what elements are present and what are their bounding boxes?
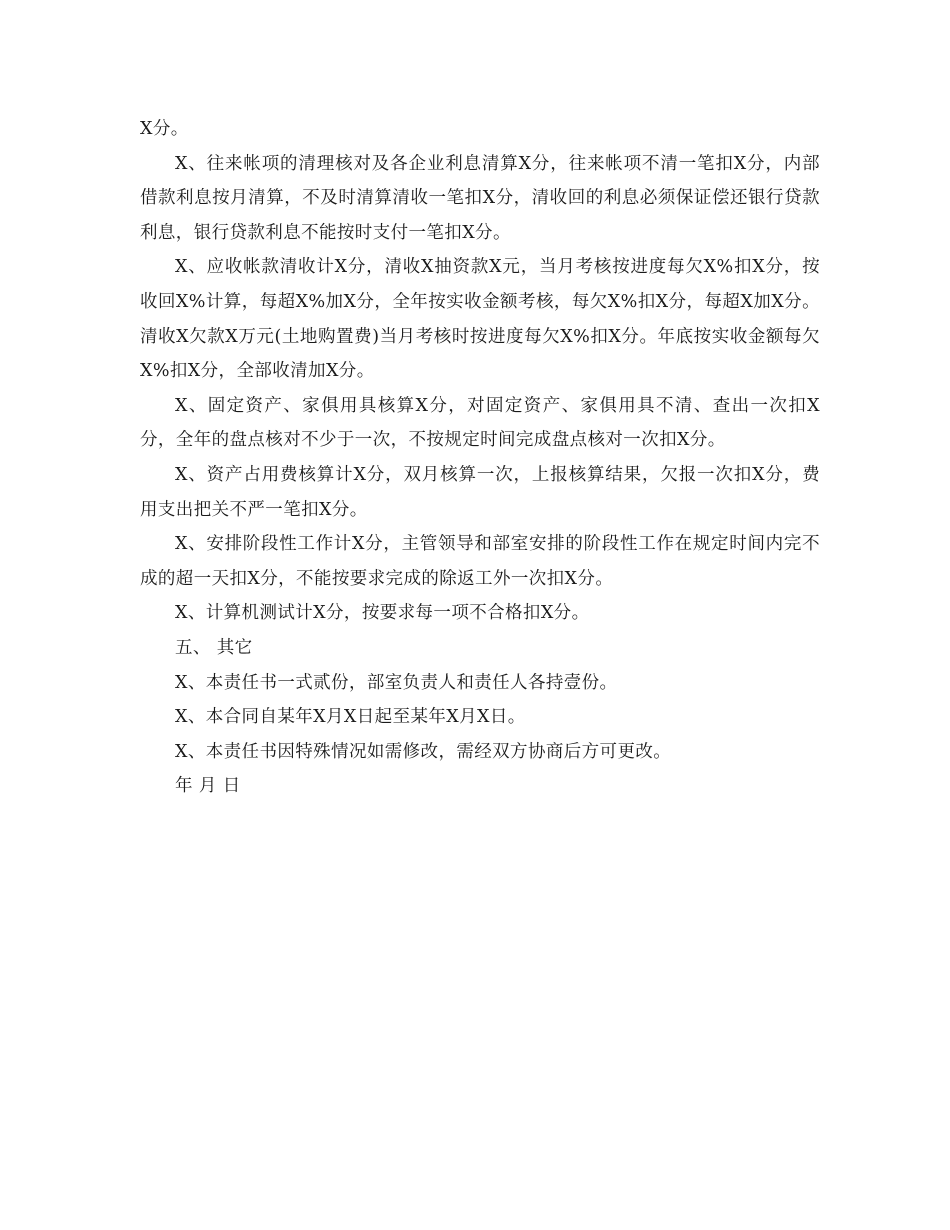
paragraph-asset-usage-fee: X、资产占用费核算计X分，双月核算一次，上报核算结果，欠报一次扣X分，费用支出把关不严一笔扣X分。 xyxy=(140,464,820,520)
date-line: 年 月 日 xyxy=(175,776,241,797)
document-body xyxy=(140,112,820,804)
paragraph-receivables-collection: X、应收帐款清收计X分，清收X抽资款X元，当月考核按进度每欠X%扣X分，按收回X%计算，每超X%加X分，全年按实收金额考核，每欠X%扣X分，每超X加X分。清收X欠款X万元(土地购置费)当月考核时按进度每欠X%扣X分。年底按实收金额每欠X%扣X分，全部收清加X分。 xyxy=(140,257,820,382)
paragraph-fixed-assets: X、固定资产、家俱用具核算X分，对固定资产、家俱用具不清、查出一次扣X分，全年的盘点核对不少于一次，不按规定时间完成盘点核对一次扣X分。 xyxy=(140,395,820,451)
paragraph-continuation: X分。 xyxy=(140,119,189,139)
paragraph-contract-period: X、本合同自某年X月X日起至某年X月X日。 xyxy=(175,707,526,728)
paragraph-account-reconciliation: X、往来帐项的清理核对及各企业利息清算X分，往来帐项不清一笔扣X分，内部借款利息按月清算，不及时清算清收一笔扣X分，清收回的利息必须保证偿还银行贷款利息，银行贷款利息不能按时支付一笔扣X分。 xyxy=(140,153,820,243)
paragraph-staged-work: X、安排阶段性工作计X分，主管领导和部室安排的阶段性工作在规定时间内完不成的超一天扣X分，不能按要求完成的除返工外一次扣X分。 xyxy=(140,534,820,589)
paragraph-copies: X、本责任书一式贰份，部室负责人和责任人各持壹份。 xyxy=(175,672,618,693)
paragraph-modification: X、本责任书因特殊情况如需修改，需经双方协商后方可更改。 xyxy=(175,741,672,762)
paragraph-computer-test: X、计算机测试计X分，按要求每一项不合格扣X分。 xyxy=(175,603,590,624)
section-heading-other: 五、 其它 xyxy=(175,637,253,658)
